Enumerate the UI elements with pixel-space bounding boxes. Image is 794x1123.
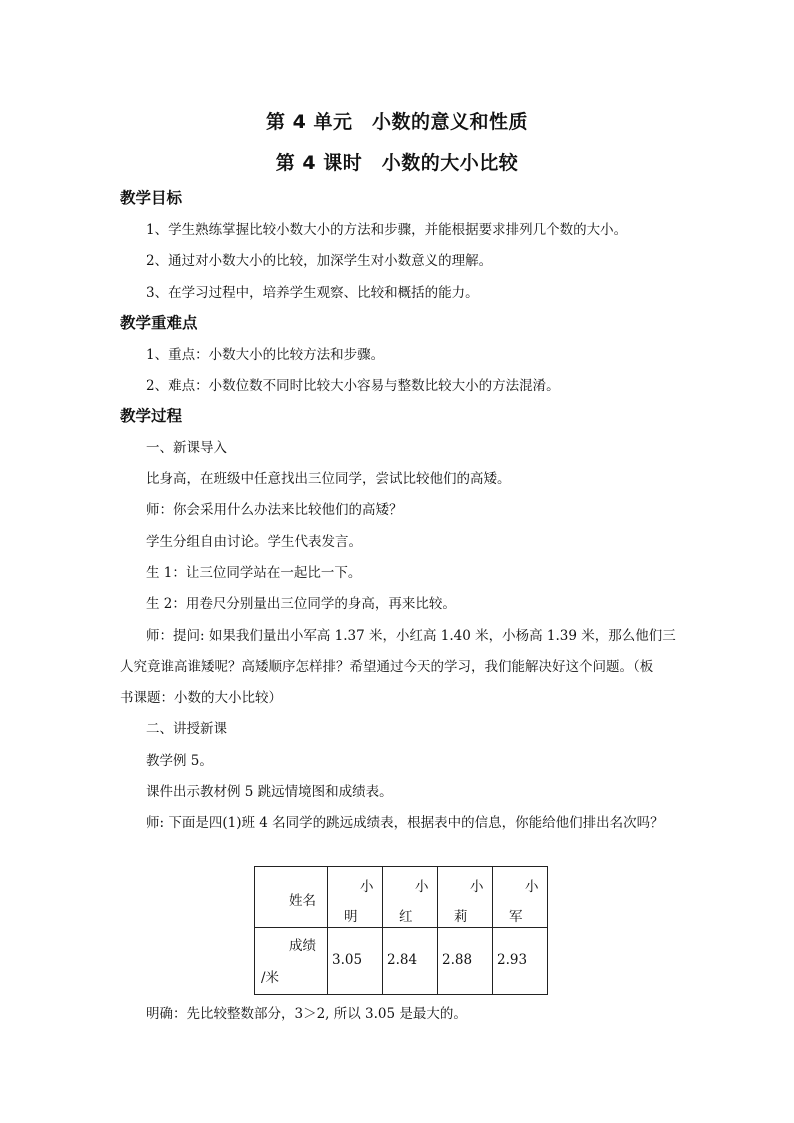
student-name-part: 军 [509, 909, 523, 925]
key-point-item: 2、难点：小数位数不同时比较大小容易与整数比较大小的方法混淆。 [146, 378, 560, 394]
score-value: 2.93 [497, 952, 528, 968]
objective-item: 1、学生熟练掌握比较小数大小的方法和步骤，并能根据要求排列几个数的大小。 [146, 222, 628, 238]
student-name-part: 小 [470, 879, 484, 895]
student-name-part: 小 [415, 879, 429, 895]
table-header-row [255, 867, 548, 928]
process-line: 师: 下面是四(1)班 4 名同学的跳远成绩表，根据表中的信息，你能给他们排出名次吗？ [146, 815, 664, 831]
table-cell [493, 928, 548, 995]
table-header-cell [493, 867, 548, 928]
process-line: 课件出示教材例 5 跳远情境图和成绩表。 [146, 784, 393, 800]
unit-title: 第 4 单元 小数的意义和性质 [266, 111, 528, 133]
table-header-cell [383, 867, 438, 928]
process-line: 书课题：小数的大小比较） [120, 690, 282, 706]
process-line: 教学例 5。 [146, 753, 213, 769]
lesson-title: 第 4 课时 小数的大小比较 [275, 152, 519, 174]
process-line: 师：提问: 如果我们量出小军高 1.37 米，小红高 1.40 米，小杨高 1.39 米，那么他们三 [146, 628, 676, 644]
table-row-label-cell [255, 928, 328, 995]
score-value: 2.88 [442, 952, 473, 968]
name-column-label: 姓名 [289, 893, 316, 909]
student-name-part: 明 [344, 909, 358, 925]
table-cell [438, 928, 493, 995]
score-value: 3.05 [332, 952, 363, 968]
conclusion-line: 明确：先比较整数部分，3＞2, 所以 3.05 是最大的。 [146, 1006, 467, 1022]
score-row-label: 成绩 [289, 938, 316, 954]
score-value: 2.84 [387, 952, 418, 968]
process-line: 生 1：让三位同学站在一起比一下。 [146, 565, 362, 581]
process-line: 师：你会采用什么办法来比较他们的高矮？ [146, 502, 403, 518]
key-point-item: 1、重点：小数大小的比较方法和步骤。 [146, 347, 385, 363]
table-row [255, 928, 548, 995]
objective-item: 2、通过对小数大小的比较，加深学生对小数意义的理解。 [146, 253, 493, 269]
section-heading-process: 教学过程 [120, 407, 183, 425]
table-header-cell [328, 867, 383, 928]
process-line: 二、讲授新课 [146, 721, 227, 737]
student-name-part: 小 [360, 879, 374, 895]
process-line: 比身高，在班级中任意找出三位同学，尝试比较他们的高矮。 [146, 471, 511, 487]
table-cell [328, 928, 383, 995]
score-row-unit: /米 [261, 970, 280, 986]
student-name-part: 小 [525, 879, 539, 895]
process-line: 一、新课导入 [146, 440, 227, 456]
long-jump-score-table [254, 866, 548, 995]
table-header-cell [255, 867, 328, 928]
process-line: 学生分组自由讨论。学生代表发言。 [146, 534, 362, 550]
student-name-part: 莉 [454, 909, 468, 925]
process-line: 人究竟谁高谁矮呢？高矮顺序怎样排？希望通过今天的学习，我们能解决好这个问题。（板 [120, 659, 654, 675]
section-heading-objectives: 教学目标 [120, 189, 183, 207]
objective-item: 3、在学习过程中，培养学生观察、比较和概括的能力。 [146, 285, 479, 301]
table-cell [383, 928, 438, 995]
student-name-part: 红 [399, 909, 413, 925]
table-header-cell [438, 867, 493, 928]
process-line: 生 2：用卷尺分别量出三位同学的身高，再来比较。 [146, 596, 456, 612]
section-heading-key-points: 教学重难点 [120, 314, 198, 332]
